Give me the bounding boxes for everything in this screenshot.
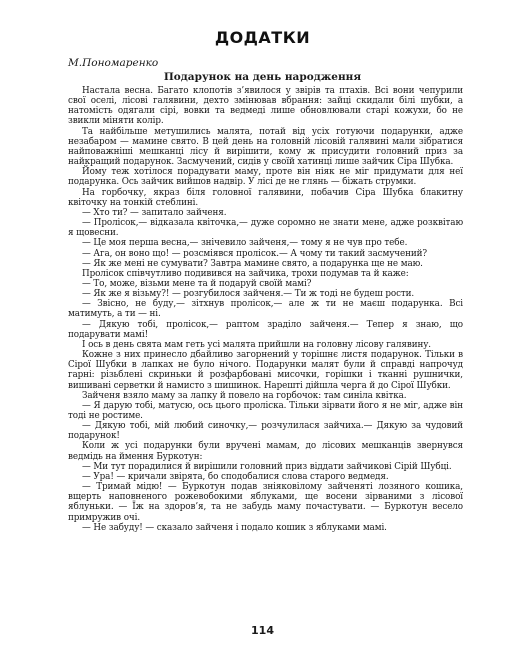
paragraph: — Як же мені не сумувати? Завтра мамине свято, а подарунка ще не маю. [82,258,423,269]
paragraph: Пролісок співчутливо подивився на зайчика, трохи подумав та й каже: [82,268,409,279]
page-number: 114 [251,624,274,637]
paragraph: — Як же я візьму?! — розгубилося зайченя.— Ти ж тоді не будеш рости. [82,289,415,300]
paragraph: — Це моя перша весна,— знічевило зайченя,— тому я не чув про тебе. [82,238,408,249]
paragraph: — Ура! — кричали звірята, бо сподобалися слова старого ведмедя. [82,471,389,482]
paragraph: Кожне з них принесло дбайливо загорнений у торішнє листя подарунок. Тільки в Сірої Шубки в лапках не було нічого. Подарунки малят були й справді напрочуд гарні: різьблені скриньки й розфарбовані мисочки, горішки і тканні рушнички, вишивані серветки й намисто з шишинок. Нарешті дійшла черга й до Сірої Шубки. [68,350,463,391]
paragraph: Та найбільше метушились малята, потай від усіх готуючи подарунки, адже незабаром — мамине свято. В цей день на головній лісовій галявині мали зібратися найповажніші мешканці лісу й вирішити, кому ж присудити головний приз за найкращий подарунок. Засмучений, сидів у своїй хатинці лише зайчик Сіра Шубка. [68,126,463,168]
paragraph: І ось в день свята мам геть усі малята прийшли на головну лісову галявину. [82,339,431,350]
paragraph: Зайченя взяло маму за лапку й повело на горбочок: там синіла квітка. [82,390,407,401]
story-title: Подарунок на день народження [163,71,362,83]
paragraph: — Пролісок,— відказала квіточка,— дуже соромно не знати мене, адже розквітаю я щовесни. [68,218,463,239]
paragraph: — Не забуду! — сказало зайченя і подало кошик з яблуками мамі. [82,522,387,533]
paragraph: На горбочку, якраз біля головної галявини, побачив Сіра Шубка блакитну квіточку на тонкій стеблині. [68,187,463,208]
author-name: М.Пономаренко [68,57,159,69]
story-body [68,86,463,533]
paragraph: — Тримай мідю! — Буркотун подав зніяковілому зайченяті лозяного кошика, вщерть наповненого рожевобокими яблуками, ще восени зірваними з лісової яблуньки. — Їж на здоров’я, та не забудь маму почастувати. — Буркотун весело примружив очі. [68,482,463,523]
paragraph: — Ми тут порадилися й вирішили головний приз віддати зайчикові Сірій Шубці. [82,461,452,472]
paragraph: — Дякую тобі, мій любий синочку,— розчулилася зайчиха.— Дякую за чудовий подарунок! [68,421,463,442]
paragraph: Настала весна. Багато клопотів з’явилося у звірів та птахів. Всі вони чепурили свої оселі, лісові галявини, дехто змінював вбрання: зайці скидали білі шубки, а натомість одягали сірі, вовки та ведмеді лише обновлювали старі кожухи, бо не звикли міняти колір. [68,86,463,127]
paragraph: Йому теж хотілося порадувати маму, проте він ніяк не міг придумати для неї подарунка. Ось зайчик вийшов надвір. У лісі де не глянь — біжать струмки. [68,167,463,188]
paragraph: — То, може, візьми мене та й подаруй своїй мамі? [82,278,312,289]
paragraph: — Я дарую тобі, матусю, ось цього проліска. Тільки зірвати його я не міг, адже він тоді не ростиме. [68,400,463,421]
paragraph: — Звісно, не буду,— зітхнув пролісок,— але ж ти не маєш подарунка. Всі матимуть, а ти — ні. [68,299,463,320]
paragraph: — Дякую тобі, пролісок,— раптом зраділо зайченя.— Тепер я знаю, що подарувати мамі! [68,319,463,340]
paragraph: — Хто ти? — запитало зайченя. [82,207,227,218]
paragraph: — Ага, он воно що! — розсміявся пролісок.— А чому ти такий засмучений? [82,248,428,259]
paragraph: Коли ж усі подарунки були вручені мамам, до лісових мешканців звернувся ведмідь на ймення Буркотун: [68,441,463,462]
section-header: ДОДАТКИ [214,28,311,47]
